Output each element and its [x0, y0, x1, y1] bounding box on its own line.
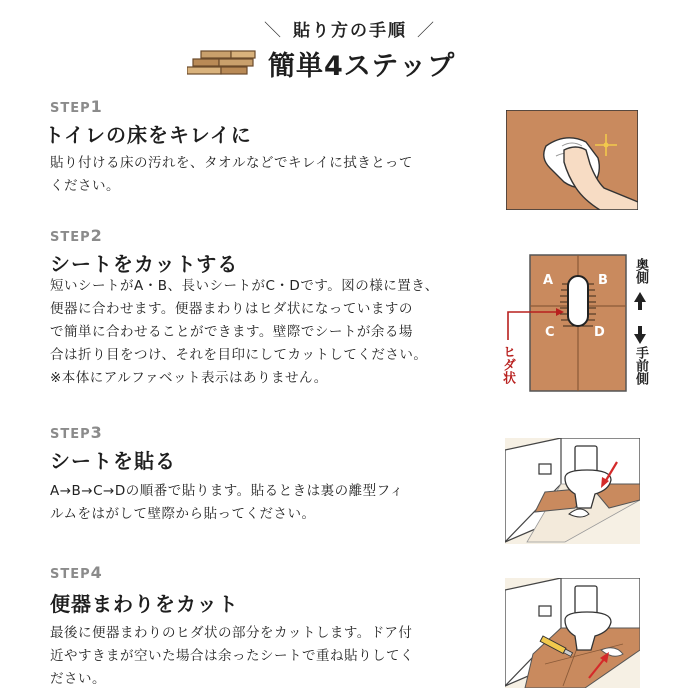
page-title: 簡単4ステップ	[268, 51, 456, 82]
slash-left: ＼	[264, 21, 283, 41]
header-subtitle	[0, 16, 700, 41]
cutting-around-toilet-illustration	[505, 578, 640, 688]
subtitle-text: 貼り方の手順	[293, 21, 407, 41]
step1-title: トイレの床をキレイに	[44, 123, 252, 147]
step1-label: STEP1	[50, 97, 103, 116]
front-side-label: 手前側	[633, 346, 648, 385]
sheet-c-label: C	[545, 325, 555, 340]
sheet-b-label: B	[598, 273, 608, 288]
cleaning-floor-illustration	[506, 110, 638, 210]
back-side-label: 奥側	[633, 258, 648, 284]
sheet-a-label: A	[543, 273, 554, 288]
step1-body: 貼り付ける床の汚れを、タオルなどでキレイに拭きとって ください。	[50, 155, 413, 194]
applying-sheet-illustration	[505, 438, 640, 544]
direction-arrows-icon	[632, 290, 648, 346]
step4-label: STEP4	[50, 563, 103, 582]
step4-body: 最後に便器まわりのヒダ状の部分をカットします。ドア付 近やすきまが空いた場合は余ったシートで重ね貼りしてく ださい。	[50, 625, 414, 687]
step2-title: シートをカットする	[50, 252, 239, 276]
step2-body: 短いシートがA・B、長いシートがC・Dです。図の様に置き、 便器に合わせます。便器まわりはヒダ状になっていますの で簡単に合わせることができます。壁際でシートが余る場 合は折り目をつけ、それを目印にしてカットしてください。 ※本体にアルファベット表示はありません。	[50, 278, 439, 386]
step3-title: シートを貼る	[50, 449, 176, 473]
step3-body: A→B→C→Dの順番で貼ります。貼るときは裏の離型フィ ルムをはがして壁際から貼ってください。	[50, 483, 404, 522]
sheet-layout-diagram	[500, 252, 630, 394]
step4-title: 便器まわりをカット	[50, 592, 239, 616]
pleat-label: ヒダ状	[500, 345, 515, 384]
wood-planks-icon	[187, 50, 259, 76]
slash-right: ／	[417, 21, 436, 41]
step3-label: STEP3	[50, 423, 103, 442]
sheet-d-label: D	[594, 325, 605, 340]
step2-label: STEP2	[50, 226, 103, 245]
